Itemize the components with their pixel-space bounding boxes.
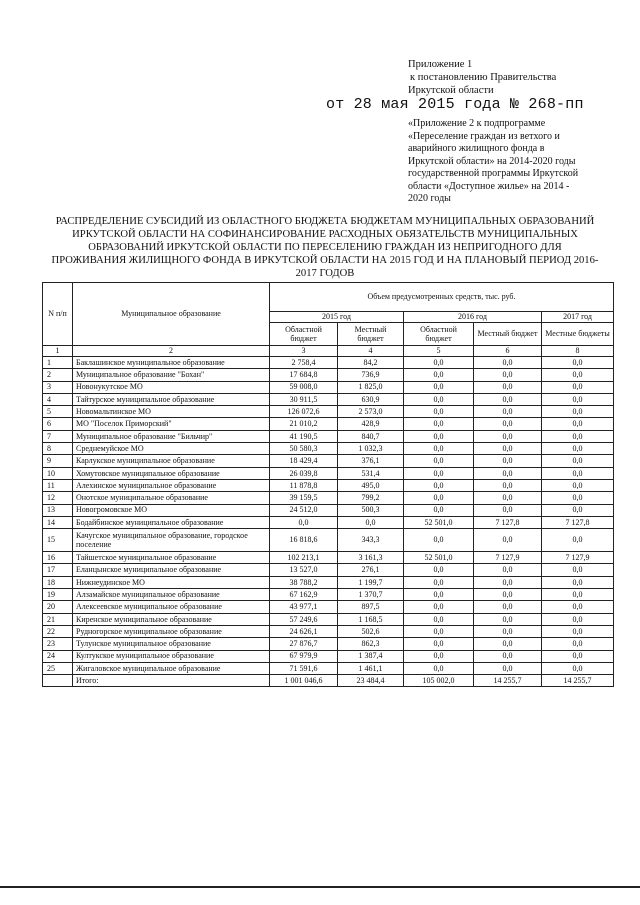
amount-cell: 428,9 — [338, 418, 404, 430]
amount-cell: 26 039,8 — [270, 467, 338, 479]
appendix-line-3: Иркутской области — [408, 85, 494, 96]
amount-cell: 0,0 — [474, 650, 542, 662]
subsidy-table — [42, 282, 614, 687]
amount-cell: 0,0 — [542, 589, 614, 601]
amount-cell: 0,0 — [474, 504, 542, 516]
amount-cell: 0,0 — [542, 443, 614, 455]
amount-cell: 0,0 — [474, 406, 542, 418]
row-number: 7 — [43, 430, 73, 442]
amount-cell: 21 010,2 — [270, 418, 338, 430]
row-number: 6 — [43, 418, 73, 430]
row-number: 15 — [43, 529, 73, 552]
amount-cell: 0,0 — [404, 455, 474, 467]
amount-cell: 0,0 — [542, 638, 614, 650]
table-row — [43, 576, 614, 588]
amount-cell: 630,9 — [338, 393, 404, 405]
amount-cell: 0,0 — [542, 662, 614, 674]
amount-cell: 0,0 — [474, 418, 542, 430]
municipality-name: Тайтурское муниципальное образование — [73, 393, 270, 405]
amount-cell: 0,0 — [542, 564, 614, 576]
header-volume: Объем предусмотренных средств, тыс. руб. — [270, 283, 614, 312]
colnum-cell: 3 — [270, 346, 338, 357]
amount-cell: 0,0 — [474, 625, 542, 637]
amount-cell: 0,0 — [474, 369, 542, 381]
amount-cell: 0,0 — [404, 650, 474, 662]
appendix-2-note: «Приложение 2 к подпрограмме «Переселение граждан из ветхого и аварийного жилищного фонда в Иркутской области» на 2014-2020 годы государственной программы Иркутской области «Доступное жилье» на 2014 - 2020 годы — [408, 118, 579, 204]
table-row — [43, 430, 614, 442]
amount-cell: 50 580,3 — [270, 443, 338, 455]
amount-cell: 0,0 — [404, 529, 474, 552]
amount-cell: 0,0 — [542, 479, 614, 491]
amount-cell: 0,0 — [404, 369, 474, 381]
municipality-name: Тулунское муниципальное образование — [73, 638, 270, 650]
table-row — [43, 625, 614, 637]
colnum-cell: 5 — [404, 346, 474, 357]
amount-cell: 71 591,6 — [270, 662, 338, 674]
header-year-2016: 2016 год — [404, 312, 542, 323]
header-year-2017: 2017 год — [542, 312, 614, 323]
total-cell — [43, 675, 73, 687]
table-row — [43, 443, 614, 455]
amount-cell: 0,0 — [474, 613, 542, 625]
amount-cell: 0,0 — [474, 467, 542, 479]
amount-cell: 0,0 — [404, 418, 474, 430]
amount-cell: 0,0 — [542, 406, 614, 418]
amount-cell: 18 429,4 — [270, 455, 338, 467]
table-row — [43, 492, 614, 504]
municipality-name: Муниципальное образование "Бильчир" — [73, 430, 270, 442]
amount-cell: 897,5 — [338, 601, 404, 613]
amount-cell: 52 501,0 — [404, 516, 474, 528]
amount-cell: 52 501,0 — [404, 552, 474, 564]
amount-cell: 799,2 — [338, 492, 404, 504]
colnum-cell: 6 — [474, 346, 542, 357]
amount-cell: 0,0 — [542, 576, 614, 588]
amount-cell: 0,0 — [404, 576, 474, 588]
amount-cell: 1 461,1 — [338, 662, 404, 674]
amount-cell: 126 072,6 — [270, 406, 338, 418]
amount-cell: 0,0 — [474, 381, 542, 393]
municipality-name: Рудногорское муниципальное образование — [73, 625, 270, 637]
amount-cell: 7 127,9 — [474, 552, 542, 564]
row-number: 25 — [43, 662, 73, 674]
amount-cell: 59 008,0 — [270, 381, 338, 393]
amount-cell: 0,0 — [542, 430, 614, 442]
amount-cell: 0,0 — [404, 430, 474, 442]
row-number: 13 — [43, 504, 73, 516]
amount-cell: 2 758,4 — [270, 357, 338, 369]
amount-cell: 502,6 — [338, 625, 404, 637]
table-row — [43, 418, 614, 430]
table-row — [43, 381, 614, 393]
municipality-name: Алехинское муниципальное образование — [73, 479, 270, 491]
amount-cell: 531,4 — [338, 467, 404, 479]
row-number: 21 — [43, 613, 73, 625]
colnum-cell: 2 — [73, 346, 270, 357]
municipality-name: Хомутовское муниципальное образование — [73, 467, 270, 479]
table-row — [43, 589, 614, 601]
amount-cell: 16 818,6 — [270, 529, 338, 552]
table-body — [43, 346, 614, 687]
amount-cell: 39 159,5 — [270, 492, 338, 504]
amount-cell: 0,0 — [404, 625, 474, 637]
amount-cell: 0,0 — [404, 504, 474, 516]
amount-cell: 0,0 — [542, 625, 614, 637]
municipality-name: Нижнеудинское МО — [73, 576, 270, 588]
row-number: 24 — [43, 650, 73, 662]
row-number: 10 — [43, 467, 73, 479]
header-mest-2015: Местный бюджет — [338, 323, 404, 346]
amount-cell: 0,0 — [474, 601, 542, 613]
amount-cell: 11 878,8 — [270, 479, 338, 491]
amount-cell: 0,0 — [474, 529, 542, 552]
total-cell: 1 001 046,6 — [270, 675, 338, 687]
amount-cell: 43 977,1 — [270, 601, 338, 613]
amount-cell: 0,0 — [404, 601, 474, 613]
row-number: 17 — [43, 564, 73, 576]
table-row — [43, 393, 614, 405]
amount-cell: 0,0 — [270, 516, 338, 528]
municipality-name: Киренское муниципальное образование — [73, 613, 270, 625]
municipality-name: Бодайбинское муниципальное образование — [73, 516, 270, 528]
total-cell: 14 255,7 — [474, 675, 542, 687]
table-row — [43, 552, 614, 564]
amount-cell: 495,0 — [338, 479, 404, 491]
header-mo: Муниципальное образование — [73, 283, 270, 346]
amount-cell: 376,1 — [338, 455, 404, 467]
document-title: РАСПРЕДЕЛЕНИЕ СУБСИДИЙ ИЗ ОБЛАСТНОГО БЮДЖЕТА БЮДЖЕТАМ МУНИЦИПАЛЬНЫХ ОБРАЗОВАНИЙ ИРКУТСКОЙ ОБЛАСТИ НА СОФИНАНСИРОВАНИЕ РАСХОДНЫХ ОБЯЗАТЕЛЬСТВ МУНИЦИПАЛЬНЫХ ОБРАЗОВАНИЙ ИРКУТСКОЙ ОБЛАСТИ ПО ПЕРЕСЕЛЕНИЮ ГРАЖДАН ИЗ НЕПРИГОДНОГО ДЛЯ ПРОЖИВАНИЯ ЖИЛИЩНОГО ФОНДА В ИРКУТСКОЙ ОБЛАСТИ НА 2015 ГОД И НА ПЛАНОВЫЙ ПЕРИОД 2016-2017 ГОДОВ — [51, 216, 599, 279]
amount-cell: 7 127,9 — [542, 552, 614, 564]
municipality-name: Култукское муниципальное образование — [73, 650, 270, 662]
table-row — [43, 504, 614, 516]
amount-cell: 862,3 — [338, 638, 404, 650]
appendix-line-2: к постановлению Правительства — [410, 72, 557, 83]
colnum-cell: 1 — [43, 346, 73, 357]
amount-cell: 0,0 — [474, 576, 542, 588]
amount-cell: 0,0 — [542, 601, 614, 613]
municipality-name: Среднемуйское МО — [73, 443, 270, 455]
amount-cell: 0,0 — [404, 662, 474, 674]
table-row — [43, 357, 614, 369]
table-row — [43, 406, 614, 418]
amount-cell: 0,0 — [404, 357, 474, 369]
amount-cell: 0,0 — [542, 369, 614, 381]
table-row — [43, 613, 614, 625]
row-number: 16 — [43, 552, 73, 564]
header-n: N п/п — [43, 283, 73, 346]
municipality-name: Качугское муниципальное образование, городское поселение — [73, 529, 270, 552]
appendix-header — [408, 58, 556, 97]
date-stamp: от 28 мая 2015 года № 268-пп — [326, 96, 584, 113]
total-cell: 14 255,7 — [542, 675, 614, 687]
municipality-name: Новомальтинское МО — [73, 406, 270, 418]
header-mest-2017: Местные бюджеты — [542, 323, 614, 346]
amount-cell: 67 979,9 — [270, 650, 338, 662]
amount-cell: 0,0 — [542, 393, 614, 405]
table-row — [43, 467, 614, 479]
header-obl-2015: Областной бюджет — [270, 323, 338, 346]
amount-cell: 0,0 — [542, 357, 614, 369]
amount-cell: 0,0 — [542, 529, 614, 552]
amount-cell: 0,0 — [404, 564, 474, 576]
amount-cell: 0,0 — [474, 393, 542, 405]
amount-cell: 0,0 — [474, 443, 542, 455]
amount-cell: 0,0 — [474, 492, 542, 504]
table-row — [43, 529, 614, 552]
colnum-cell: 8 — [542, 346, 614, 357]
row-number: 1 — [43, 357, 73, 369]
table-row — [43, 564, 614, 576]
amount-cell: 2 573,0 — [338, 406, 404, 418]
row-number: 23 — [43, 638, 73, 650]
scan-edge-line — [0, 886, 640, 888]
amount-cell: 0,0 — [542, 467, 614, 479]
row-number: 11 — [43, 479, 73, 491]
amount-cell: 500,3 — [338, 504, 404, 516]
amount-cell: 0,0 — [542, 650, 614, 662]
amount-cell: 0,0 — [474, 430, 542, 442]
amount-cell: 27 876,7 — [270, 638, 338, 650]
amount-cell: 17 684,8 — [270, 369, 338, 381]
amount-cell: 0,0 — [404, 492, 474, 504]
amount-cell: 0,0 — [404, 467, 474, 479]
row-number: 22 — [43, 625, 73, 637]
amount-cell: 0,0 — [404, 381, 474, 393]
amount-cell: 0,0 — [542, 613, 614, 625]
amount-cell: 38 788,2 — [270, 576, 338, 588]
amount-cell: 1 370,7 — [338, 589, 404, 601]
amount-cell: 1 168,5 — [338, 613, 404, 625]
amount-cell: 0,0 — [474, 662, 542, 674]
amount-cell: 0,0 — [404, 443, 474, 455]
row-number: 5 — [43, 406, 73, 418]
row-number: 9 — [43, 455, 73, 467]
amount-cell: 276,1 — [338, 564, 404, 576]
amount-cell: 102 213,1 — [270, 552, 338, 564]
row-number: 12 — [43, 492, 73, 504]
table-row — [43, 516, 614, 528]
row-number: 20 — [43, 601, 73, 613]
amount-cell: 0,0 — [474, 589, 542, 601]
amount-cell: 0,0 — [474, 564, 542, 576]
column-number-row — [43, 346, 614, 357]
amount-cell: 0,0 — [542, 492, 614, 504]
municipality-name: Новонукутское МО — [73, 381, 270, 393]
row-number: 18 — [43, 576, 73, 588]
amount-cell: 0,0 — [474, 357, 542, 369]
municipality-name: МО "Поселок Приморский" — [73, 418, 270, 430]
municipality-name: Жигаловское муниципальное образование — [73, 662, 270, 674]
header-mest-2016: Местный бюджет — [474, 323, 542, 346]
amount-cell: 0,0 — [542, 455, 614, 467]
total-row — [43, 675, 614, 687]
municipality-name: Тайшетское муниципальное образование — [73, 552, 270, 564]
header-obl-2016: Областной бюджет — [404, 323, 474, 346]
amount-cell: 13 527,0 — [270, 564, 338, 576]
amount-cell: 41 190,5 — [270, 430, 338, 442]
table-row — [43, 369, 614, 381]
amount-cell: 0,0 — [542, 418, 614, 430]
table-row — [43, 650, 614, 662]
municipality-name: Еланцынское муниципальное образование — [73, 564, 270, 576]
table-row — [43, 455, 614, 467]
amount-cell: 0,0 — [404, 589, 474, 601]
row-number: 19 — [43, 589, 73, 601]
amount-cell: 0,0 — [404, 638, 474, 650]
amount-cell: 30 911,5 — [270, 393, 338, 405]
amount-cell: 0,0 — [542, 381, 614, 393]
amount-cell: 0,0 — [474, 638, 542, 650]
municipality-name: Алзамайское муниципальное образование — [73, 589, 270, 601]
amount-cell: 343,3 — [338, 529, 404, 552]
row-number: 3 — [43, 381, 73, 393]
municipality-name: Алексеевское муниципальное образование — [73, 601, 270, 613]
amount-cell: 0,0 — [404, 393, 474, 405]
amount-cell: 736,9 — [338, 369, 404, 381]
municipality-name: Баклашинское муниципальное образование — [73, 357, 270, 369]
colnum-cell: 4 — [338, 346, 404, 357]
amount-cell: 1 387,4 — [338, 650, 404, 662]
table-row — [43, 601, 614, 613]
total-cell: 105 002,0 — [404, 675, 474, 687]
municipality-name: Муниципальное образование "Бохан" — [73, 369, 270, 381]
amount-cell: 0,0 — [404, 613, 474, 625]
amount-cell: 0,0 — [542, 504, 614, 516]
total-label: Итого: — [73, 675, 270, 687]
amount-cell: 1 199,7 — [338, 576, 404, 588]
amount-cell: 0,0 — [404, 406, 474, 418]
row-number: 4 — [43, 393, 73, 405]
amount-cell: 7 127,8 — [474, 516, 542, 528]
amount-cell: 840,7 — [338, 430, 404, 442]
appendix-line-1: Приложение 1 — [408, 59, 473, 70]
amount-cell: 57 249,6 — [270, 613, 338, 625]
amount-cell: 0,0 — [474, 455, 542, 467]
total-cell: 23 484,4 — [338, 675, 404, 687]
table-row — [43, 662, 614, 674]
amount-cell: 1 032,3 — [338, 443, 404, 455]
amount-cell: 0,0 — [338, 516, 404, 528]
amount-cell: 67 162,9 — [270, 589, 338, 601]
amount-cell: 24 512,0 — [270, 504, 338, 516]
row-number: 8 — [43, 443, 73, 455]
amount-cell: 24 626,1 — [270, 625, 338, 637]
amount-cell: 84,2 — [338, 357, 404, 369]
amount-cell: 0,0 — [474, 479, 542, 491]
amount-cell: 0,0 — [404, 479, 474, 491]
municipality-name: Новогромовское МО — [73, 504, 270, 516]
municipality-name: Онотское муниципальное образование — [73, 492, 270, 504]
header-year-2015: 2015 год — [270, 312, 404, 323]
municipality-name: Карлукское муниципальное образование — [73, 455, 270, 467]
amount-cell: 1 825,0 — [338, 381, 404, 393]
amount-cell: 3 161,3 — [338, 552, 404, 564]
amount-cell: 7 127,8 — [542, 516, 614, 528]
row-number: 2 — [43, 369, 73, 381]
table-row — [43, 638, 614, 650]
table-row — [43, 479, 614, 491]
row-number: 14 — [43, 516, 73, 528]
